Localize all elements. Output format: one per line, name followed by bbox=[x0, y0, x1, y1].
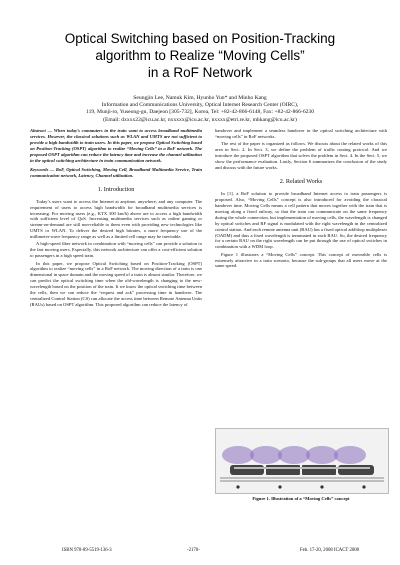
section-heading-related-works: 2. Related Works bbox=[279, 177, 323, 185]
related-paragraph: Figure 1 illustrates a “Moving Cells” concept. This concept of moveable cells is extremely attractive in a train scenario, because the sub-groups that all users move at the same speed. bbox=[215, 251, 387, 269]
moving-cells-diagram bbox=[216, 429, 388, 493]
keywords-label: Keywords bbox=[30, 166, 49, 172]
intro-paragraph: Today’s users want to access the Internet at anytime, anywhere, and any computer. The requirement of users to access high bandwidth for broadband multimedia services is increasing. For moving users (e.g., KTX 300 km/h) above are to access a high bandwidth with sufficient level of QoS. Increasing multimedia services such as online gaming or stream-on-demand are still non-reliable to them even with providing new technologies like UMTS or WLAN. To deliver the desired high bitrates, a more frequency use of the millimeter-wave frequency range as well as a limited cell range may be inevitable. bbox=[30, 198, 202, 240]
keywords-text: — RoF, Optical Switching, Moving Cell, Broadband Multimedia Service, Train communication network, Latency, Channel utilization. bbox=[30, 166, 202, 178]
intro-paragraph: A high-speed fiber network in combination with “moving cells” can provide a solution to the fast moving users. Especially, this network architecture can offer a cost-efficient solution to passengers in a high speed train. bbox=[30, 241, 202, 259]
title-line: Optical Switching based on Position-Tracking bbox=[64, 31, 336, 46]
paper-title bbox=[40, 30, 360, 81]
left-column bbox=[30, 128, 202, 309]
footer-conference-date: Feb. 17-20, 2008 ICACT 2008 bbox=[300, 548, 360, 553]
footer-isbn: ISBN 978-89-5519-136-3 bbox=[62, 548, 112, 553]
moving-cell bbox=[306, 446, 338, 464]
abstract bbox=[30, 128, 202, 164]
cell-pattern bbox=[222, 446, 366, 464]
antenna-unit bbox=[236, 485, 239, 488]
related-paragraph: In [1], a RoF solution to provide broadband Internet access to train passengers is proposed. Also, “Moving Cells” concept is also introduced for avoiding the classical handover time. Moving Cells means a cell pattern that moves together with the train that is moving along a fixed railway, so that the train can communicate on the same frequency during the whole connection, but implementation of moving cells, the wavelength is changed by optical switches and RF signal is modulated with the right wavelength in the centralized control station. And each remote antenna unit (RAU) has a fixed optical add/drop multiplexer (OADM) and thus a fixed wavelength is terminated in each RAU. So, the desired frequency for a certain RAU on the right wavelength can be put through the use of optical switches in combination with a WDM loop. bbox=[215, 190, 387, 250]
moving-cell bbox=[250, 446, 282, 464]
section-heading-introduction: 1. Introduction bbox=[97, 185, 135, 193]
address: 119, Munji-ro, Yuseong-gu, Daejeon [305-732], Korea, Tel: +82-42-866-6148, Fax: +82-42-866-6230 bbox=[85, 109, 315, 116]
right-column bbox=[215, 128, 387, 271]
author-emails: (Email: dxxxx22@icu.ac.kr, nxxxxx@icu.ac.kr, nxxxx@etri.re.kr, mhkang@icu.ac.kr) bbox=[103, 116, 297, 123]
train-car bbox=[230, 465, 264, 475]
moving-cell bbox=[222, 446, 254, 464]
moving-cell bbox=[278, 446, 310, 464]
figure-moving-cells bbox=[215, 428, 389, 494]
title-line: algorithm to Realize “Moving Cells” bbox=[95, 48, 305, 63]
author-block bbox=[40, 95, 360, 124]
body-paragraph: The rest of the paper is organized as follows. We discuss about the related works of this area in Sect. 2. In Sect. 3, we define the problem of traffic routing protocol. And we introduce the proposed OSPT algorithm that solves the problem in Sect. 4. In the Sect. 5, we show the performance evaluation. Lastly, Section 6 summarizes the conclusion of the study and discuss with the future works. bbox=[215, 141, 387, 170]
intro-paragraph: In this paper, we propose Optical Switching based on Position-Tracking (OSPT) algorithm to realize “moving cells” in a RoF network. The moving direction of a train is one dimensional in space domain and the moving speed of a train is almost similar. Therefore, we can predict the optical switching time when the old-wavelength is changing to the new-wavelength based on the position of the train. It we know the optical switching time between the cells, then we can reduce the “request and ack” processing time in handover. The centralized Control Station (CS) can allocate the access time between Remote Antenna Units (RAUs) based on OSPT algorithm. This proposed algorithm can reduce the latency of bbox=[30, 260, 202, 308]
antenna-unit bbox=[278, 485, 281, 488]
antenna-unit bbox=[362, 485, 365, 488]
footer-page-number: -2170- bbox=[187, 548, 200, 553]
affiliation: Information and Communications University, Optical Internet Research Center (OIRC), bbox=[101, 102, 299, 109]
keywords bbox=[30, 167, 202, 179]
train-car bbox=[338, 465, 374, 475]
moving-cell bbox=[334, 446, 366, 464]
figure-caption: Figure 1. Illustration of a “Moving Cells” concept bbox=[252, 496, 350, 501]
antenna-unit bbox=[320, 485, 323, 488]
body-paragraph: handover and implement a seamless handover in the optical switching architecture with “moving cells” in RoF networks. bbox=[215, 128, 387, 139]
abstract-label: Abstract bbox=[30, 128, 46, 133]
title-line: in a RoF Network bbox=[147, 65, 253, 80]
abstract-text: — When today’s commuters in the train want to access broadband multimedia services. However, the classical solutions such as WLAN and UMTS are not sufficient to provide a high bandwidth to train users. In this paper, we propose Optical Switching based on Position-Tracking (OSPT) algorithm to realize “Moving Cells” in a RoF network. The proposed OSPT algorithm can reduce the latency time and increase the channel utilization in the optical switching architecture in train communication network. bbox=[30, 128, 202, 163]
train-icon bbox=[230, 465, 374, 475]
train-car bbox=[266, 465, 300, 475]
train-window-strip bbox=[234, 467, 370, 469]
train-car bbox=[302, 465, 336, 475]
author-names: Seungjin Lee, Namuk Kim, Hyunho Yun* and Minho Kang bbox=[133, 95, 267, 101]
